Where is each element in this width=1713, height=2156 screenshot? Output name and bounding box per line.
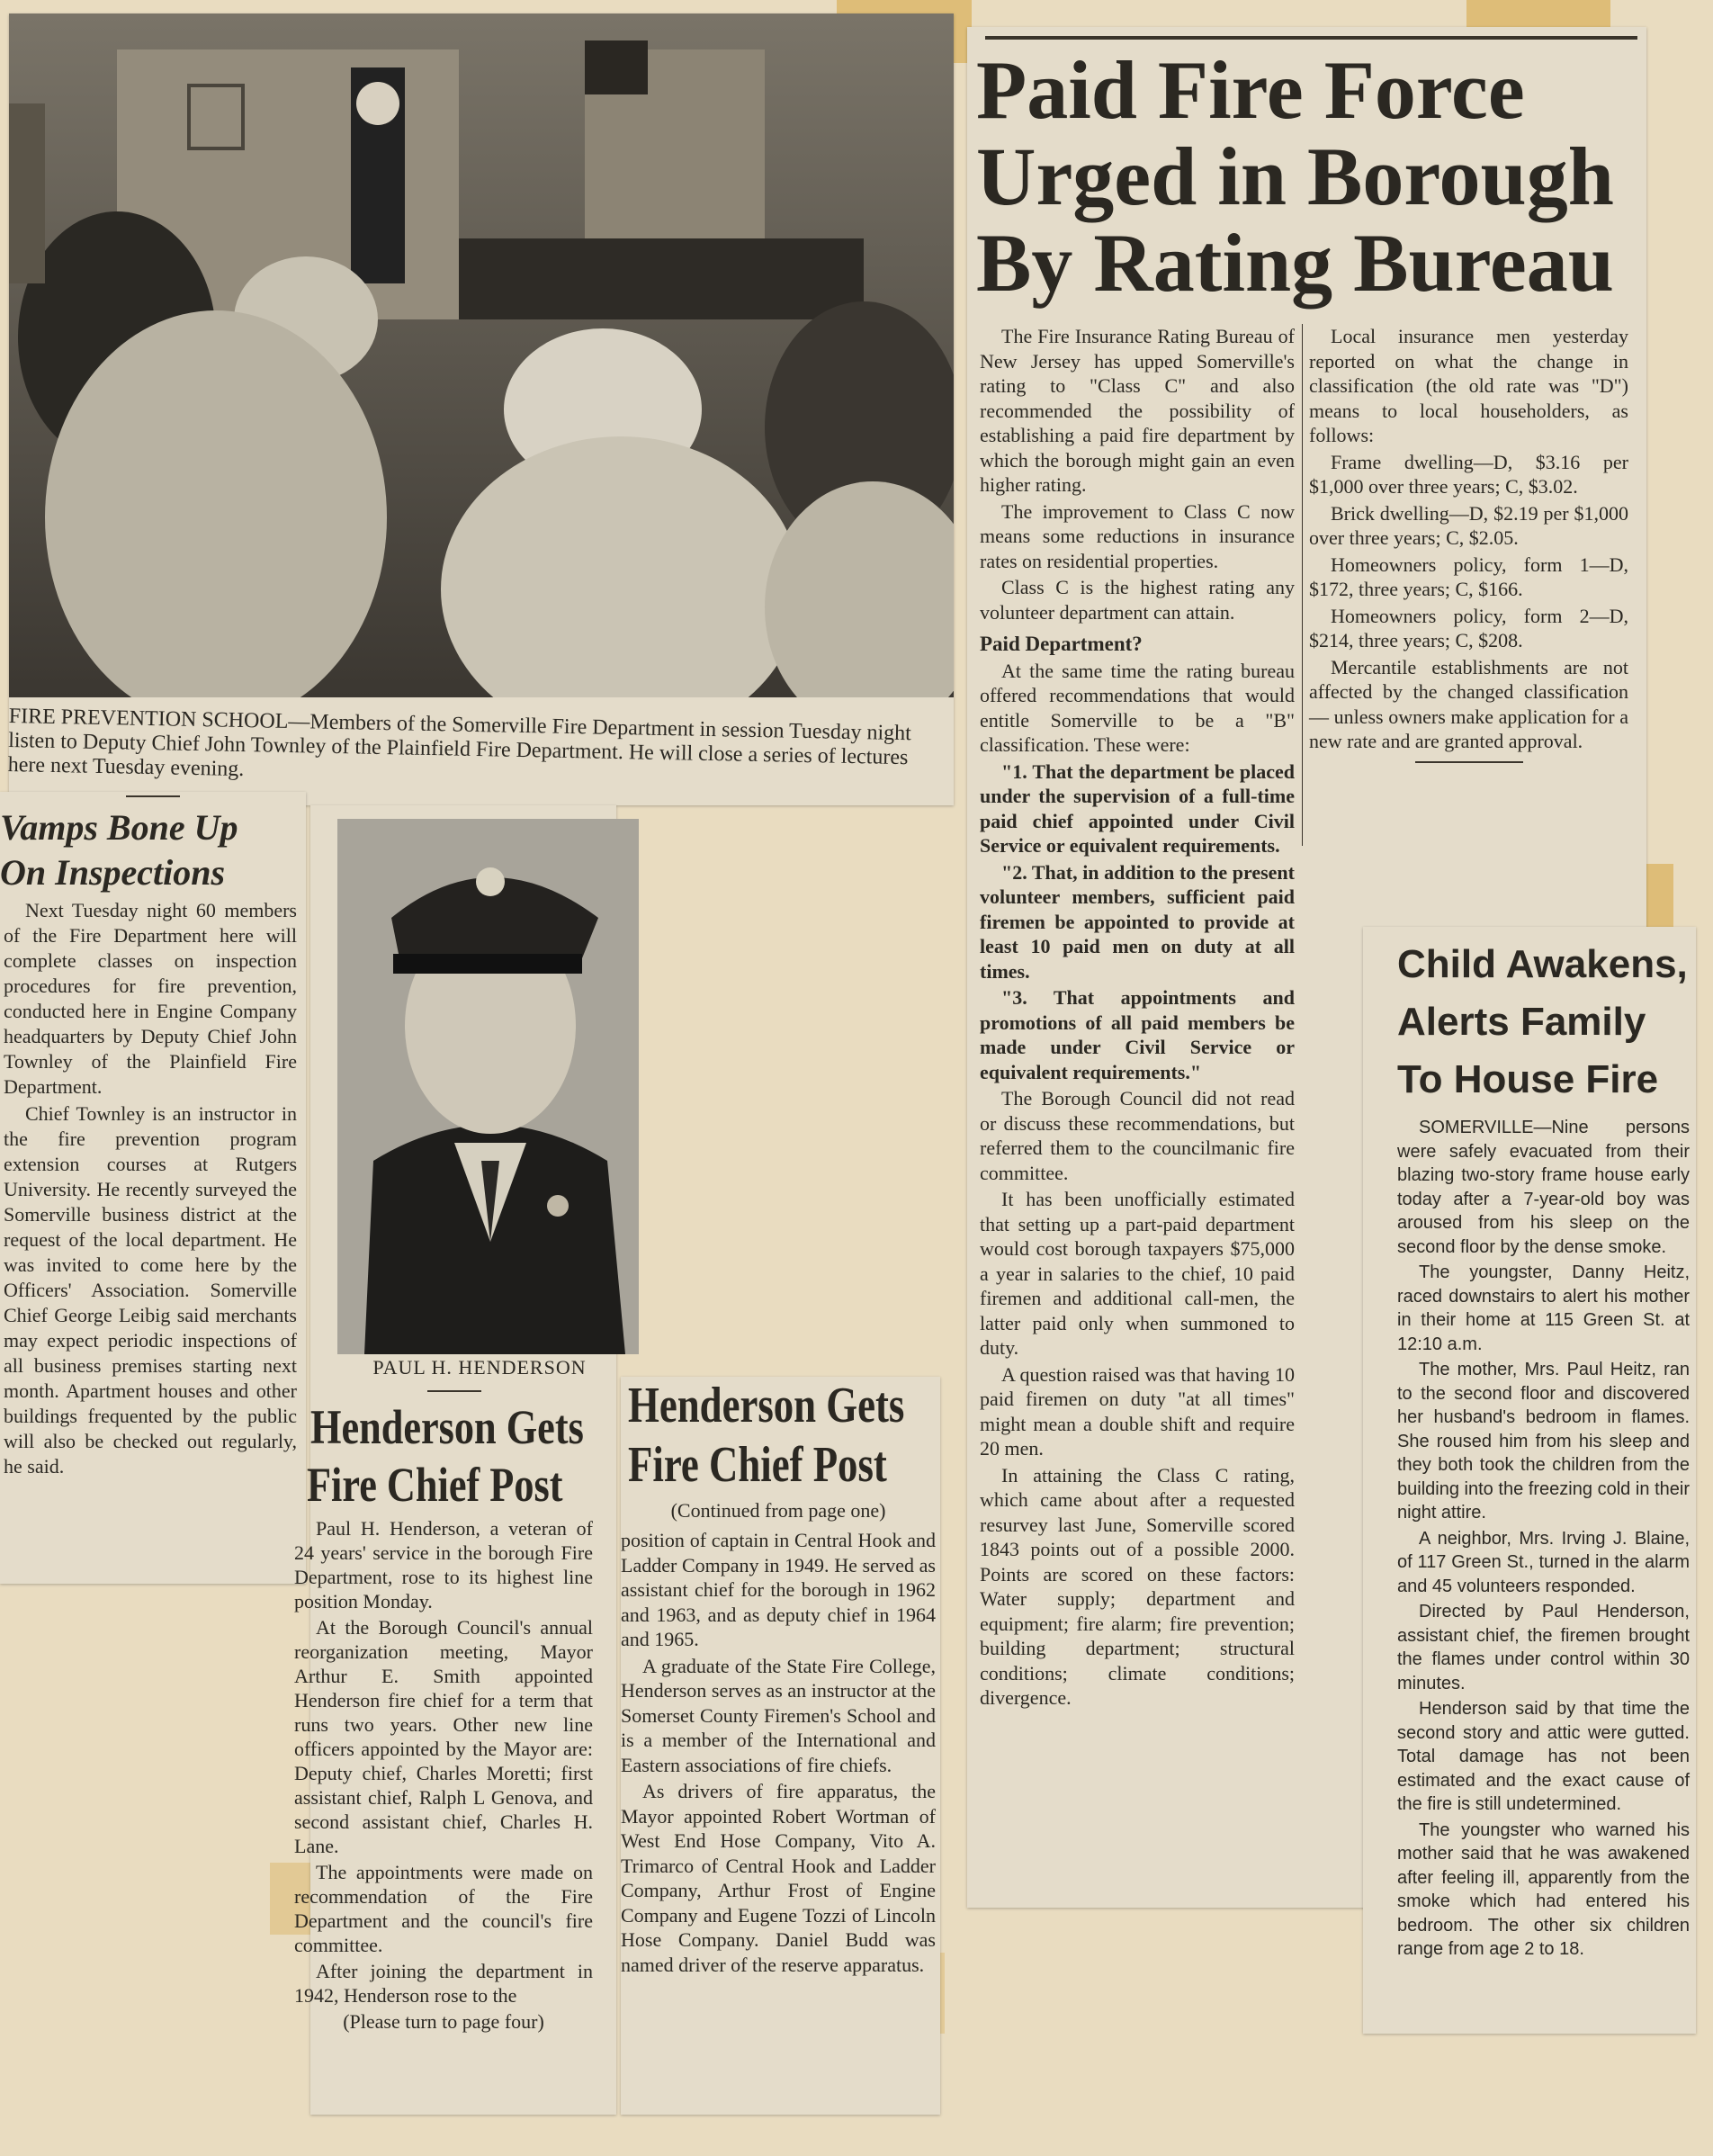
paid-paragraph: A question raised was that having 10 paid firemen on duty "at all times" might mean a double shift and require 20 men. bbox=[980, 1362, 1295, 1460]
child-paragraph: A neighbor, Mrs. Irving J. Blaine, of 117 Green St., turned in the alarm and 45 volunteers responded. bbox=[1397, 1528, 1690, 1596]
paid-headline-3: By Rating Bureau bbox=[976, 217, 1614, 309]
child-headline-3: To House Fire bbox=[1397, 1057, 1659, 1101]
paid-paragraph: The improvement to Class C now means some reductions in insurance rates on residential properties. bbox=[980, 499, 1295, 572]
child-paragraph: The youngster who warned his mother said that he was awakened after feeling ill, apparently from the smoke which had entered his bedroom. The other six children range from age 2 to 18. bbox=[1397, 1819, 1690, 1959]
top-rule bbox=[985, 36, 1637, 40]
paid-paragraph: The Fire Insurance Rating Bureau of New Jersey has upped Somerville's rating to "Class C" and also recommended the possibility of establishing a paid fire department by which the borough might gain an even higher rating. bbox=[980, 325, 1295, 496]
paid-paragraph: Homeowners policy, form 1—D, $172, three years; C, $166. bbox=[1309, 552, 1628, 600]
henderson-paragraph: At the Borough Council's annual reorganization meeting, Mayor Arthur E. Smith appointed Henderson fire chief for a term that runs two years. Other new line officers appointed by the Mayor are: Deputy chief, Charles Moretti; first assistant chief, Ralph L Genova, and second assistant chief, Charles H. Lane. bbox=[294, 1616, 593, 1857]
henderson-portrait bbox=[337, 819, 639, 1354]
paid-paragraph: The Borough Council did not read or discuss these recommendations, but referred them to the councilmanic fire committee. bbox=[980, 1087, 1295, 1184]
paid-paragraph: Brick dwelling—D, $2.19 per $1,000 over three years; C, $2.05. bbox=[1309, 501, 1628, 549]
portrait-caption: PAUL H. HENDERSON bbox=[372, 1356, 587, 1379]
paid-headline-2: Urged in Borough bbox=[976, 130, 1614, 222]
henderson-cont-body bbox=[621, 1528, 936, 1979]
recommendation: "2. That, in addition to the present volunteer members, sufficient paid firemen be appointed to provide at least 10 paid men on duty at all times. bbox=[980, 860, 1295, 983]
henderson-body bbox=[294, 1516, 593, 2034]
vamps-paragraph: Chief Townley is an instructor in the fire prevention program extension courses at Rutgers University. He recently surveyed the Somerville business district at the request of the local department. He was invited to come here by the Officers' Association. Somerville Chief George Leibig said merchants may expect periodic inspections of all business premises starting next month. Apartment houses and other buildings frequented by the public will also be checked out regularly, he said. bbox=[4, 1102, 297, 1478]
child-paragraph: Henderson said by that time the second story and attic were gutted. Total damage has not been estimated and the exact cause of the fire is still undetermined. bbox=[1397, 1699, 1690, 1814]
paid-paragraph: Homeowners policy, form 2—D, $214, three years; C, $208. bbox=[1309, 604, 1628, 651]
child-paragraph: SOMERVILLE—Nine persons were safely evacuated from their blazing two-story frame house early today after a 7-year-old boy was aroused from his sleep on the second floor by the dense smoke. bbox=[1397, 1118, 1690, 1257]
divider bbox=[427, 1390, 481, 1392]
photo-clipping bbox=[9, 13, 954, 805]
recommendation: "3. That appointments and promotions of all paid members be made under Civil Service or equivalent requirements." bbox=[980, 986, 1295, 1083]
child-paragraph: Directed by Paul Henderson, assistant chief, the firemen brought the flames under control within 30 minutes. bbox=[1397, 1602, 1690, 1693]
paid-column-2 bbox=[1309, 324, 1628, 763]
end-rule bbox=[1415, 761, 1523, 763]
paid-headline-1: Paid Fire Force bbox=[976, 44, 1525, 136]
paid-paragraph: In attaining the Class C rating, which came about after a requested resurvey last June, Somerville scored 1843 points out of a possible 2000. Points are scored on these factors: Water supply; department and equipment; fire alarm; fire prevention; building department; structural conditions; climate conditions; divergence. bbox=[980, 1463, 1295, 1709]
henderson-paragraph: Paul H. Henderson, a veteran of 24 years' service in the borough Fire Department, rose to its highest line position Monday. bbox=[294, 1517, 593, 1613]
henderson-clipping bbox=[294, 805, 616, 2115]
column-divider bbox=[1302, 324, 1303, 846]
vamps-headline-2: On Inspections bbox=[0, 852, 226, 893]
child-paragraph: The youngster, Danny Heitz, raced downstairs to alert his mother in their home at 115 Green St. at 12:10 a.m. bbox=[1397, 1262, 1690, 1354]
paid-paragraph: Local insurance men yesterday reported on what the change in classification (the old rate was "D") means to local householders, as follows: bbox=[1309, 325, 1628, 446]
continued-from-note: (Continued from page one) bbox=[670, 1499, 886, 1522]
child-paragraph: The mother, Mrs. Paul Heitz, ran to the second floor and discovered her husband's bedroom in flames. She roused him from his sleep and they both took the children from the building into the freezing cold in their night attire. bbox=[1397, 1360, 1690, 1523]
vamps-body bbox=[4, 898, 297, 1481]
paid-paragraph: Frame dwelling—D, $3.16 per $1,000 over three years; C, $3.02. bbox=[1309, 450, 1628, 498]
paid-paragraph: Class C is the highest rating any volunteer department can attain. bbox=[980, 576, 1295, 624]
paid-column-1 bbox=[980, 324, 1295, 1712]
child-headline-2: Alerts Family bbox=[1397, 1000, 1646, 1044]
paid-paragraph: It has been unofficially estimated that setting up a part-paid department would cost borough taxpayers $75,000 a year in salaries to the chief, 10 paid firemen and additional call-men, the latter paid only when summoned to duty. bbox=[980, 1188, 1295, 1359]
paid-paragraph: Mercantile establishments are not affected by the changed classification — unless owners make application for a new rate and are granted approval. bbox=[1309, 655, 1628, 752]
vamps-clipping bbox=[0, 792, 306, 1584]
vamps-paragraph: Next Tuesday night 60 members of the Fire Department here will complete classes on inspection procedures for fire prevention, conducted here in Engine Company headquarters by Deputy Chief John Townley of the Plainfield Fire Department. bbox=[4, 899, 297, 1098]
continued-note: (Please turn to page four) bbox=[343, 2010, 544, 2033]
fire-school-photo bbox=[9, 13, 954, 697]
henderson-paragraph: After joining the department in 1942, Henderson rose to the bbox=[294, 1960, 593, 2007]
vamps-headline-1: Vamps Bone Up bbox=[0, 807, 238, 848]
henderson-cont-headline-2: Fire Chief Post bbox=[628, 1437, 887, 1493]
henderson-cont-paragraph: As drivers of fire apparatus, the Mayor appointed Robert Wortman of West End Hose Company, Vito A. Trimarco of Central Hook and Ladder Company, Arthur Frost of Engine Company and Eugene Tozzi of Lincoln Hose Company. Daniel Budd was named driver of the reserve apparatus. bbox=[621, 1780, 936, 1976]
child-clipping bbox=[1363, 927, 1696, 2034]
henderson-continued-clipping bbox=[621, 1377, 940, 2115]
henderson-headline-1: Henderson Gets bbox=[310, 1400, 584, 1454]
henderson-portrait-photo bbox=[337, 819, 639, 1354]
henderson-paragraph: The appointments were made on recommendation of the Fire Department and the council's fire committee. bbox=[294, 1861, 593, 1956]
child-headline-1: Child Awakens, bbox=[1397, 942, 1688, 986]
recommendation: "1. That the department be placed under the supervision of a full-time paid chief appointed under Civil Service or equivalent requirements. bbox=[980, 759, 1295, 857]
henderson-cont-headline-1: Henderson Gets bbox=[628, 1378, 905, 1433]
paid-subhead: Paid Department? bbox=[980, 633, 1143, 655]
henderson-headline-2: Fire Chief Post bbox=[307, 1458, 563, 1512]
lecture-hall-photo bbox=[9, 13, 954, 697]
henderson-cont-paragraph: A graduate of the State Fire College, Henderson serves as an instructor at the Somerset County Firemen's School and is a member of the International and Eastern associations of fire chiefs. bbox=[621, 1654, 936, 1776]
child-body bbox=[1397, 1116, 1690, 1963]
divider bbox=[126, 795, 180, 797]
photo-caption: FIRE PREVENTION SCHOOL—Members of the Somerville Fire Department in session Tuesday night listen to Deputy Chief John Townley of the Plainfield Fire Department. He will close a series of lectures here next Tuesday evening. bbox=[7, 705, 912, 782]
paid-paragraph: At the same time the rating bureau offered recommendations that would entitle Somerville to be a "B" classification. These were: bbox=[980, 659, 1295, 756]
henderson-cont-paragraph: position of captain in Central Hook and Ladder Company in 1949. He served as assistant chief for the borough in 1962 and 1963, and as deputy chief in 1964 and 1965. bbox=[621, 1529, 936, 1650]
